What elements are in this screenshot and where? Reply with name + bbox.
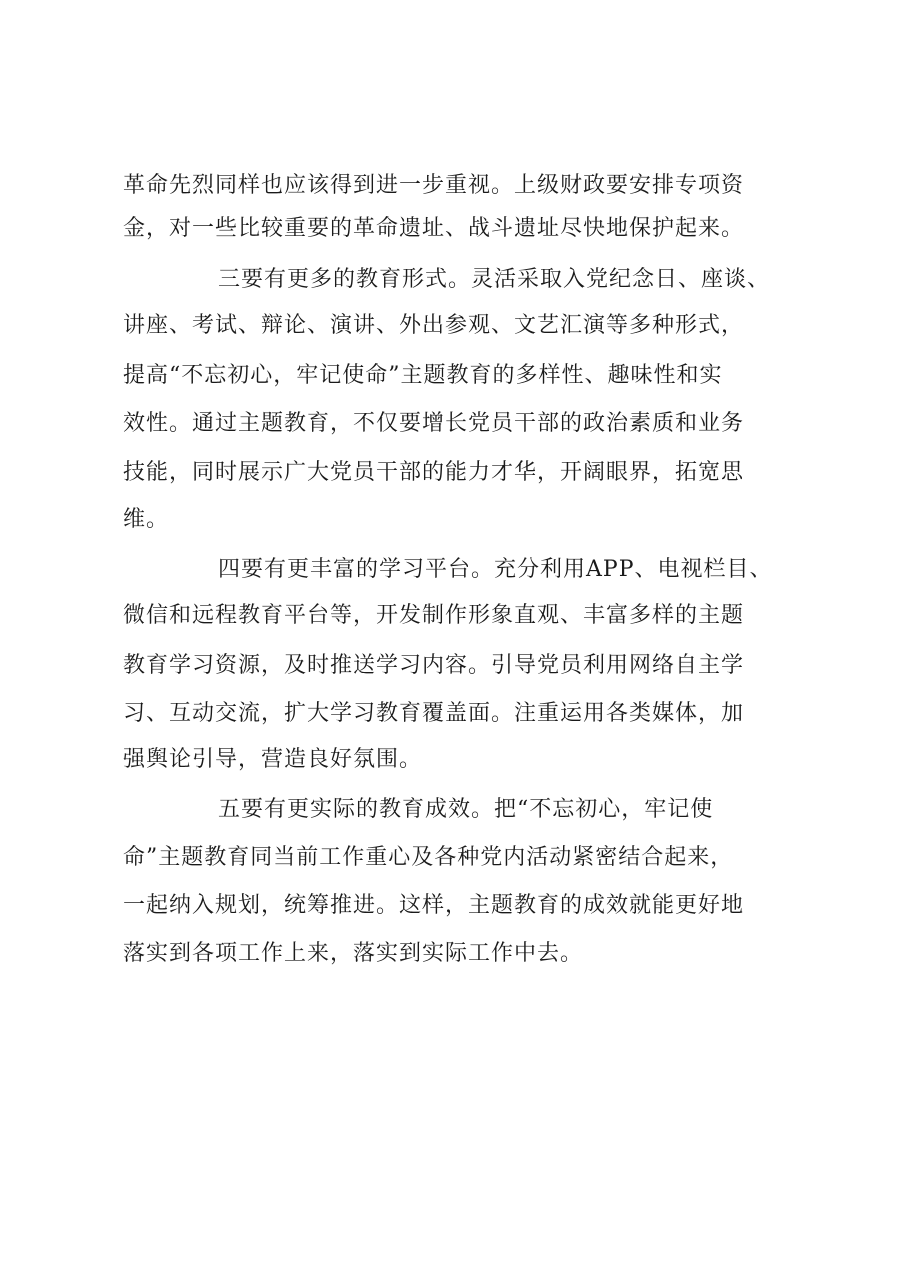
text-line: 命”主题教育同当前工作重心及各种党内活动紧密结合起来， bbox=[123, 845, 734, 870]
text-line: 金，对一些比较重要的革命遗址、战斗遗址尽快地保护起来。 bbox=[123, 216, 745, 241]
text-line: 落实到各项工作上来，落实到实际工作中去。 bbox=[123, 941, 584, 966]
text-line: 强舆论引导，营造良好氛围。 bbox=[123, 747, 423, 772]
text-line: 提高“不忘初心，牢记使命”主题教育的多样性、趣味性和实 bbox=[123, 363, 723, 388]
paragraph-first-line: 三要有更多的教育形式。灵活采取入党纪念日、座谈、 bbox=[218, 267, 771, 292]
text-line: 革命先烈同样也应该得到进一步重视。上级财政要安排专项资 bbox=[123, 173, 745, 198]
text-line: 一起纳入规划，统筹推进。这样，主题教育的成效就能更好地 bbox=[123, 893, 745, 918]
text-line: 技能，同时展示广大党员干部的能力才华，开阔眼界，拓宽思 bbox=[123, 460, 745, 485]
text-line: 效性。通过主题教育，不仅要增长党员干部的政治素质和业务 bbox=[123, 411, 745, 436]
text-line: 习、互动交流，扩大学习教育覆盖面。注重运用各类媒体，加 bbox=[123, 701, 745, 726]
paragraph-first-line: 五要有更实际的教育成效。把“不忘初心，牢记使 bbox=[218, 797, 714, 822]
paragraph-first-line: 四要有更丰富的学习平台。充分利用APP、电视栏目、 bbox=[218, 557, 773, 582]
text-line: 讲座、考试、辩论、演讲、外出参观、文艺汇演等多种形式， bbox=[123, 313, 745, 338]
text-line: 维。 bbox=[123, 507, 170, 532]
text-line: 教育学习资源，及时推送学习内容。引导党员利用网络自主学 bbox=[123, 653, 745, 678]
text-line: 微信和远程教育平台等，开发制作形象直观、丰富多样的主题 bbox=[123, 603, 745, 628]
